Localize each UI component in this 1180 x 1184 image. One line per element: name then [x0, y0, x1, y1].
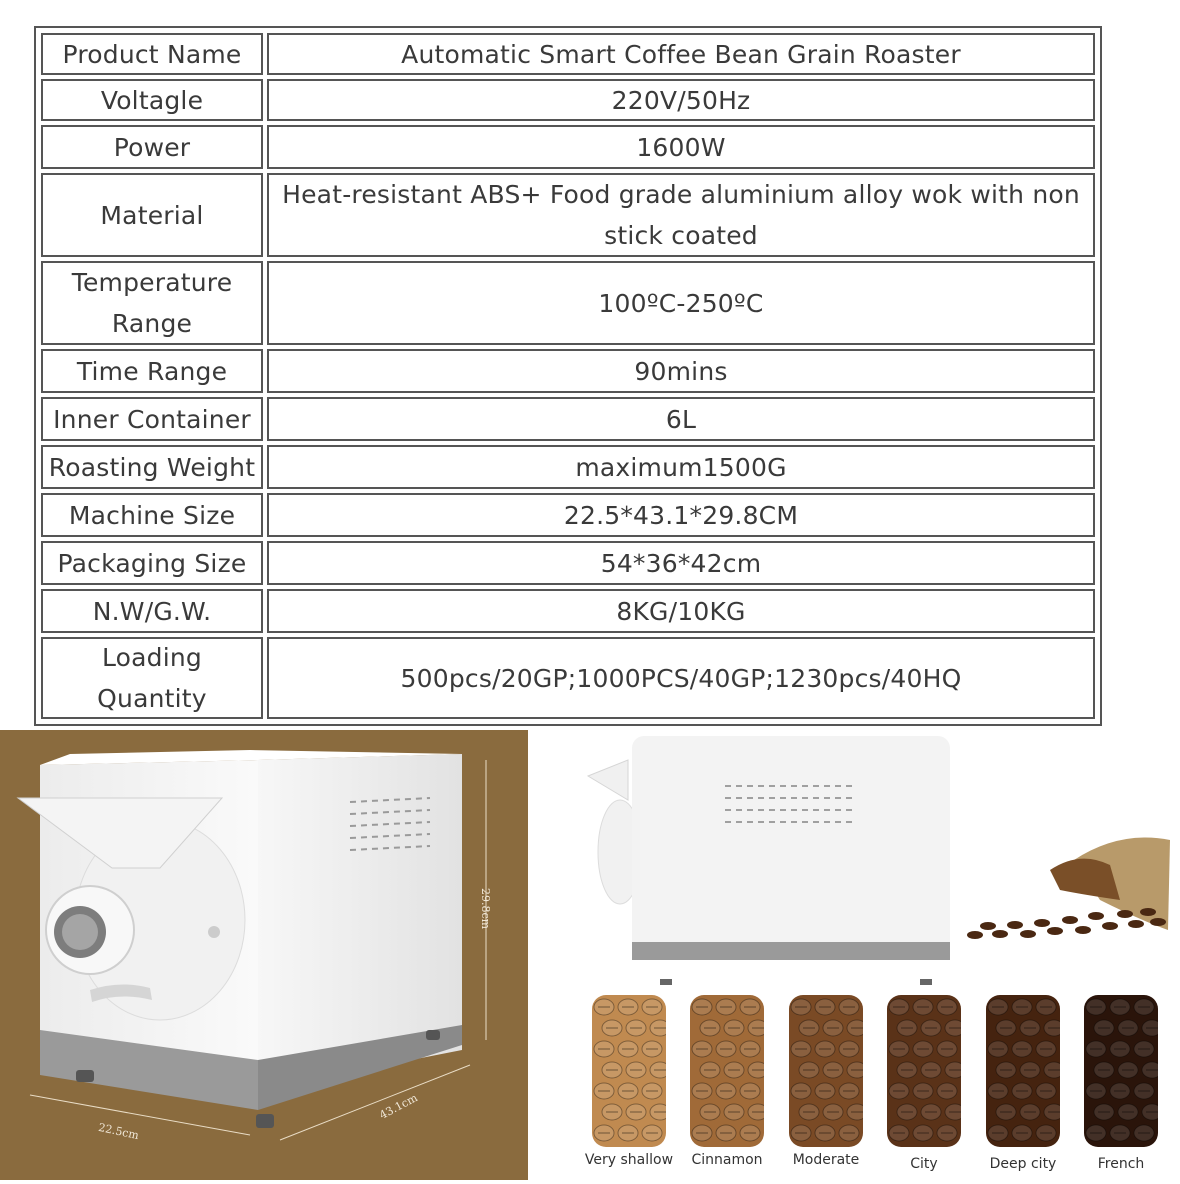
table-row [39, 587, 1097, 635]
table-row [39, 123, 1097, 171]
roast-level-label: City [910, 1156, 938, 1172]
spec-value: 500pcs/20GP;1000PCS/40GP;1230pcs/40HQ [267, 637, 1095, 719]
spec-label: Roasting Weight [41, 445, 263, 489]
table-row [39, 31, 1097, 77]
table-row [39, 395, 1097, 443]
spec-label: Loading Quantity [41, 637, 263, 719]
roaster-side-view-image [580, 730, 1180, 990]
spec-value: 54*36*42cm [267, 541, 1095, 585]
table-row [39, 539, 1097, 587]
width-dimension-label: 22.5cm [97, 1120, 140, 1143]
spec-value: 90mins [267, 349, 1095, 393]
spec-value: maximum1500G [267, 445, 1095, 489]
table-row [39, 77, 1097, 123]
spec-label: Inner Container [41, 397, 263, 441]
spec-label: Material [41, 173, 263, 257]
table-row [39, 443, 1097, 491]
spec-value: 8KG/10KG [267, 589, 1095, 633]
roast-level-label: Deep city [989, 1156, 1057, 1172]
table-row [39, 259, 1097, 347]
product-dimension-panel [0, 730, 528, 1180]
roast-bean-swatch [986, 995, 1060, 1147]
spec-label: Voltagle [41, 79, 263, 121]
height-dimension-label: 29.8cm [479, 888, 492, 930]
table-row [39, 635, 1097, 721]
table-row [39, 347, 1097, 395]
roast-level-label: Cinnamon [691, 1152, 763, 1168]
spec-value: Automatic Smart Coffee Bean Grain Roaster [267, 33, 1095, 75]
depth-dimension-label: 43.1cm [377, 1091, 420, 1122]
roast-level-label: Very shallow [584, 1152, 674, 1168]
roast-bean-swatch [690, 995, 764, 1147]
spec-value: 220V/50Hz [267, 79, 1095, 121]
roaster-machine-illustration [0, 730, 528, 1180]
roast-bean-swatch [887, 995, 961, 1147]
roast-bean-swatch [1084, 995, 1158, 1147]
spec-label: Product Name [41, 33, 263, 75]
spec-label: Temperature Range [41, 261, 263, 345]
spec-value: 1600W [267, 125, 1095, 169]
spec-value: 100ºC-250ºC [267, 261, 1095, 345]
spec-label: Power [41, 125, 263, 169]
spec-value: 6L [267, 397, 1095, 441]
spec-table [34, 26, 1102, 726]
table-row [39, 171, 1097, 259]
table-row [39, 491, 1097, 539]
spec-value: 22.5*43.1*29.8CM [267, 493, 1095, 537]
spec-label: Time Range [41, 349, 263, 393]
spec-value: Heat-resistant ABS+ Food grade aluminium alloy wok with non stick coated [267, 173, 1095, 257]
roast-bean-swatch [592, 995, 666, 1147]
spec-label: Packaging Size [41, 541, 263, 585]
roast-level-label: Moderate [792, 1152, 860, 1168]
spec-label: Machine Size [41, 493, 263, 537]
roast-bean-swatch [789, 995, 863, 1147]
spec-label: N.W/G.W. [41, 589, 263, 633]
roast-level-label: French [1097, 1156, 1145, 1172]
